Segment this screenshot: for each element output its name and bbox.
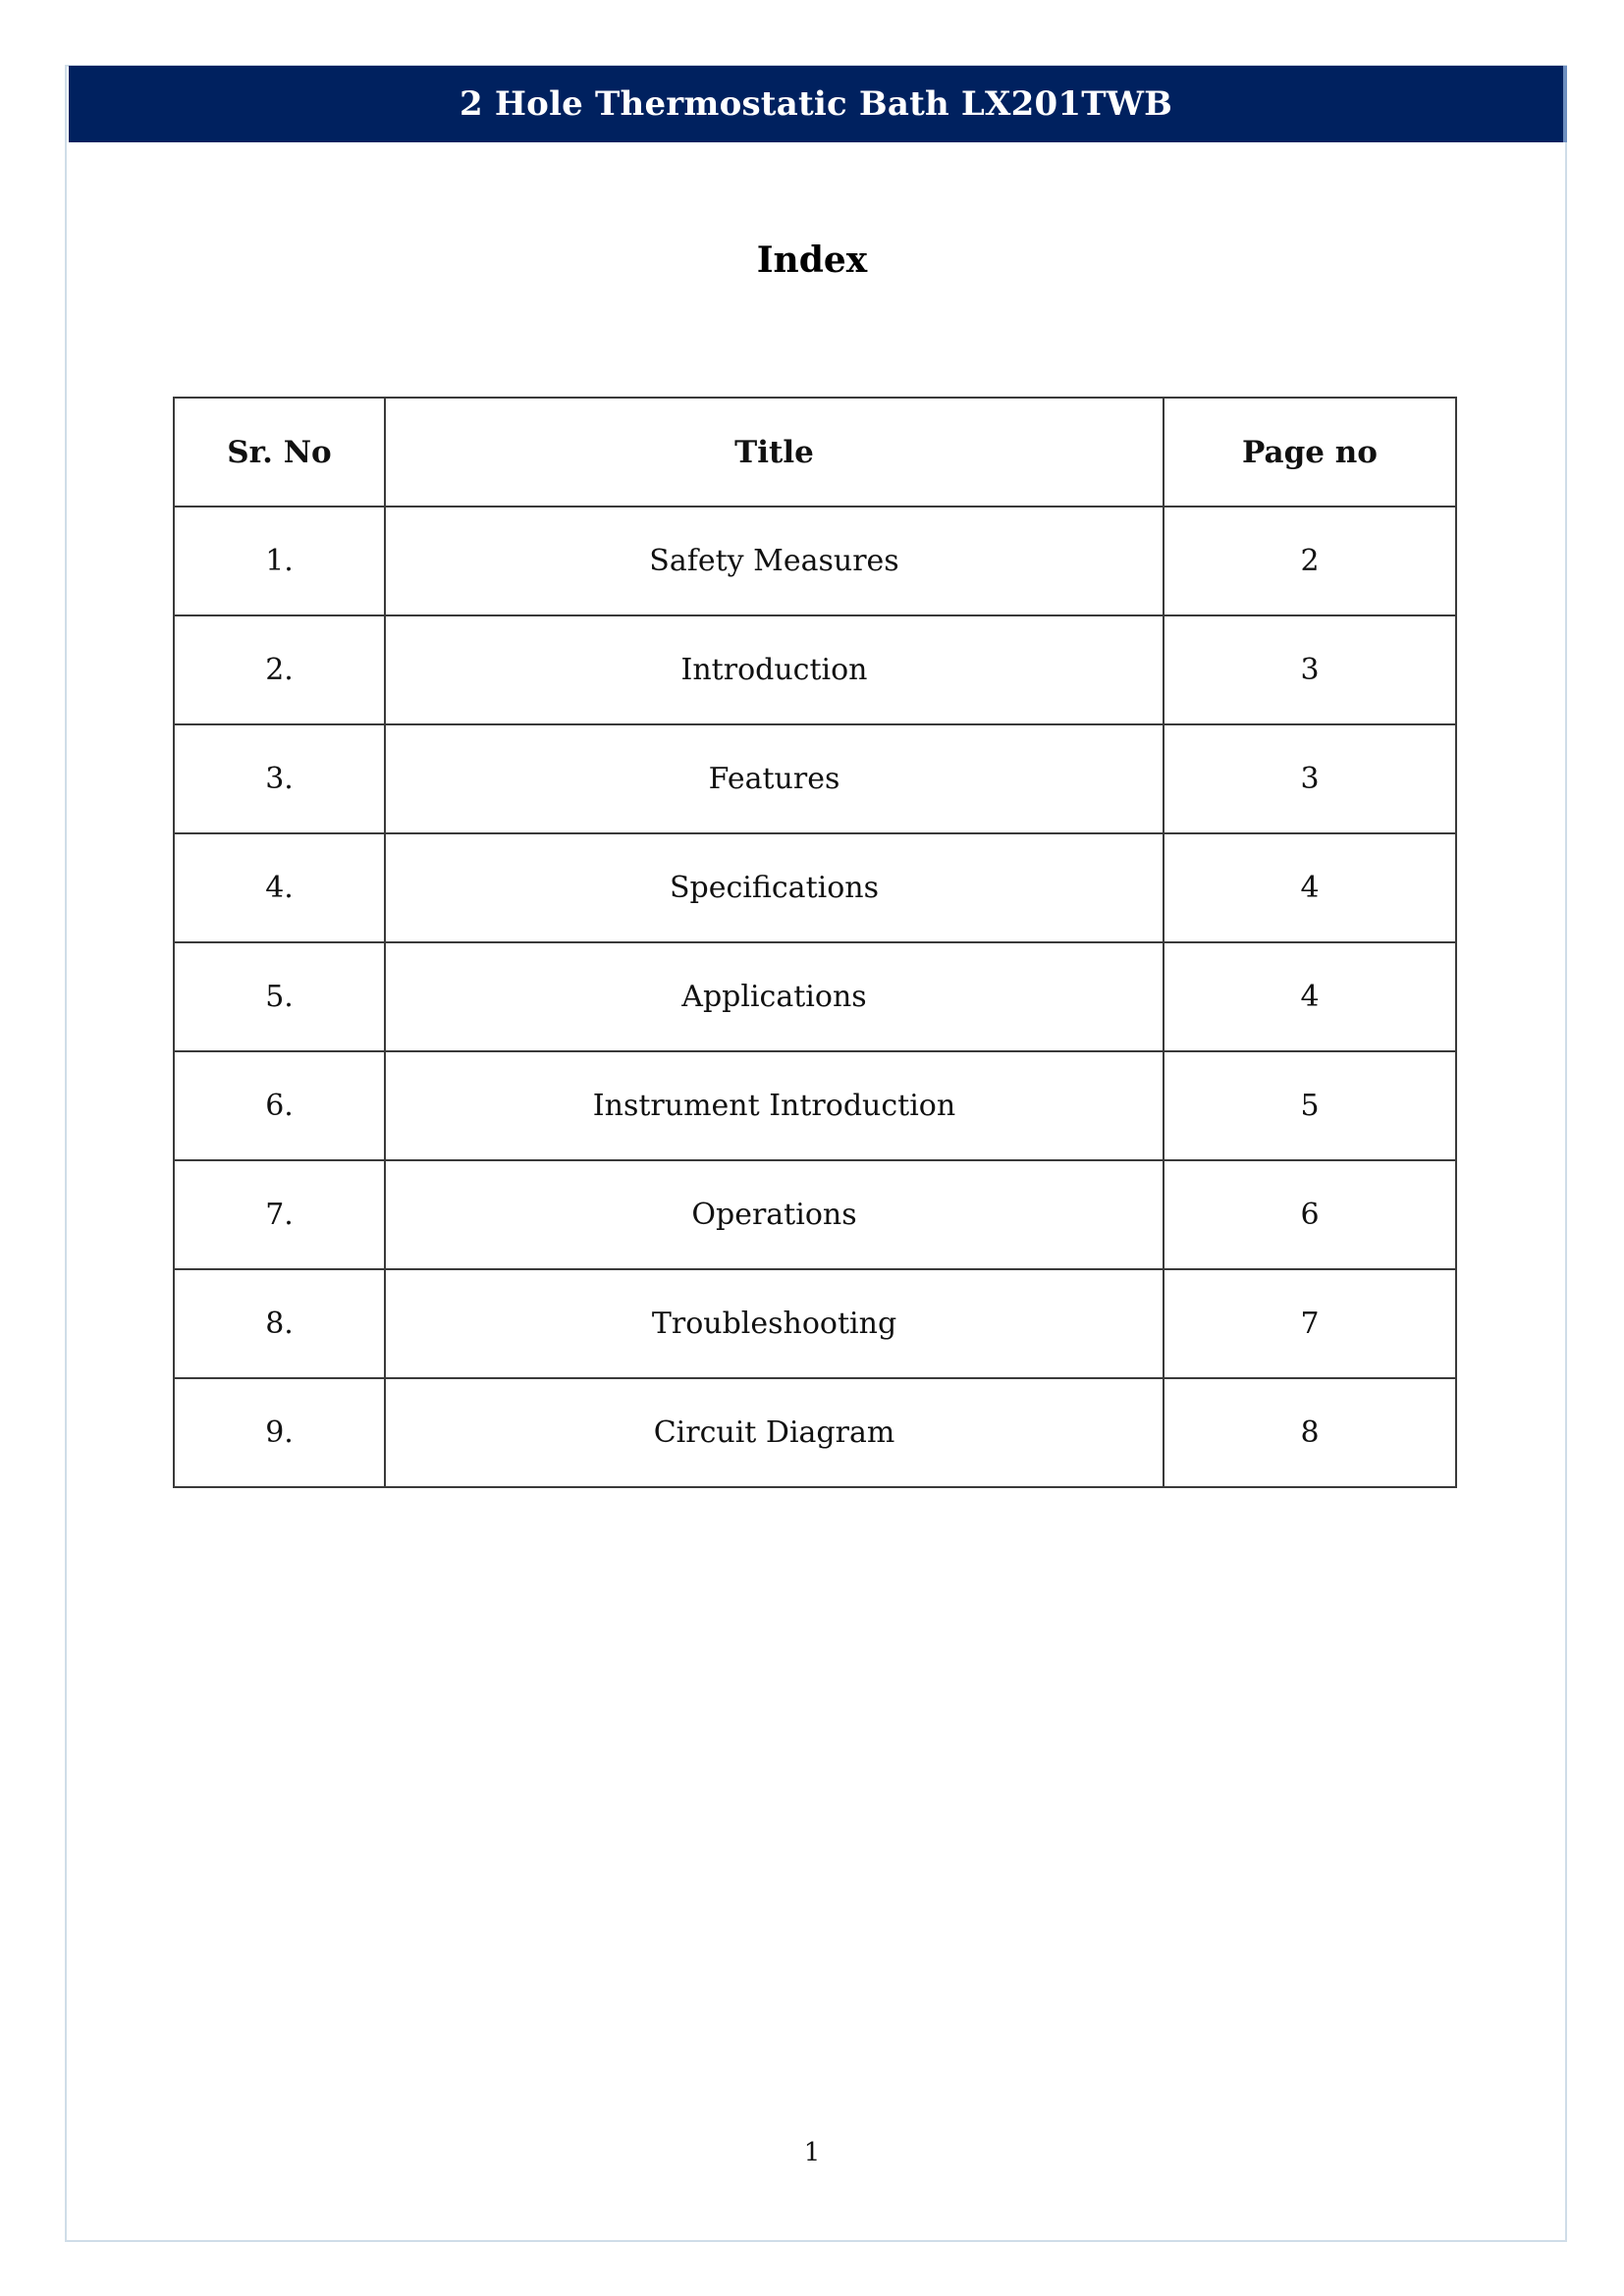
row-page-no: 7 bbox=[1164, 1269, 1456, 1378]
column-header-page-no: Page no bbox=[1164, 398, 1456, 507]
row-title: Safety Measures bbox=[385, 507, 1164, 615]
row-title: Circuit Diagram bbox=[385, 1378, 1164, 1487]
table-row bbox=[174, 1051, 1456, 1160]
table-row bbox=[174, 1378, 1456, 1487]
row-sr-no: 6. bbox=[174, 1051, 385, 1160]
table-row bbox=[174, 942, 1456, 1051]
row-page-no: 3 bbox=[1164, 615, 1456, 724]
row-page-no: 5 bbox=[1164, 1051, 1456, 1160]
row-sr-no: 8. bbox=[174, 1269, 385, 1378]
page-number: 1 bbox=[803, 2138, 821, 2167]
row-page-no: 6 bbox=[1164, 1160, 1456, 1269]
table-row bbox=[174, 833, 1456, 942]
table-row bbox=[174, 724, 1456, 833]
table-header-row bbox=[174, 398, 1456, 507]
row-title: Specifications bbox=[385, 833, 1164, 942]
table-row bbox=[174, 1269, 1456, 1378]
index-heading: Index bbox=[756, 240, 868, 281]
row-sr-no: 1. bbox=[174, 507, 385, 615]
row-title: Troubleshooting bbox=[385, 1269, 1164, 1378]
document-title: 2 Hole Thermostatic Bath LX201TWB bbox=[459, 84, 1173, 124]
index-table bbox=[173, 397, 1457, 1488]
row-sr-no: 7. bbox=[174, 1160, 385, 1269]
row-title: Introduction bbox=[385, 615, 1164, 724]
column-header-title: Title bbox=[385, 398, 1164, 507]
document-header-bar bbox=[69, 66, 1567, 142]
row-title: Applications bbox=[385, 942, 1164, 1051]
row-sr-no: 5. bbox=[174, 942, 385, 1051]
row-page-no: 8 bbox=[1164, 1378, 1456, 1487]
row-page-no: 4 bbox=[1164, 942, 1456, 1051]
row-sr-no: 2. bbox=[174, 615, 385, 724]
row-sr-no: 4. bbox=[174, 833, 385, 942]
row-title: Instrument Introduction bbox=[385, 1051, 1164, 1160]
row-sr-no: 9. bbox=[174, 1378, 385, 1487]
row-page-no: 2 bbox=[1164, 507, 1456, 615]
row-page-no: 4 bbox=[1164, 833, 1456, 942]
column-header-sr-no: Sr. No bbox=[174, 398, 385, 507]
row-title: Features bbox=[385, 724, 1164, 833]
table-row bbox=[174, 615, 1456, 724]
table-row bbox=[174, 1160, 1456, 1269]
row-title: Operations bbox=[385, 1160, 1164, 1269]
table-row bbox=[174, 507, 1456, 615]
row-page-no: 3 bbox=[1164, 724, 1456, 833]
row-sr-no: 3. bbox=[174, 724, 385, 833]
